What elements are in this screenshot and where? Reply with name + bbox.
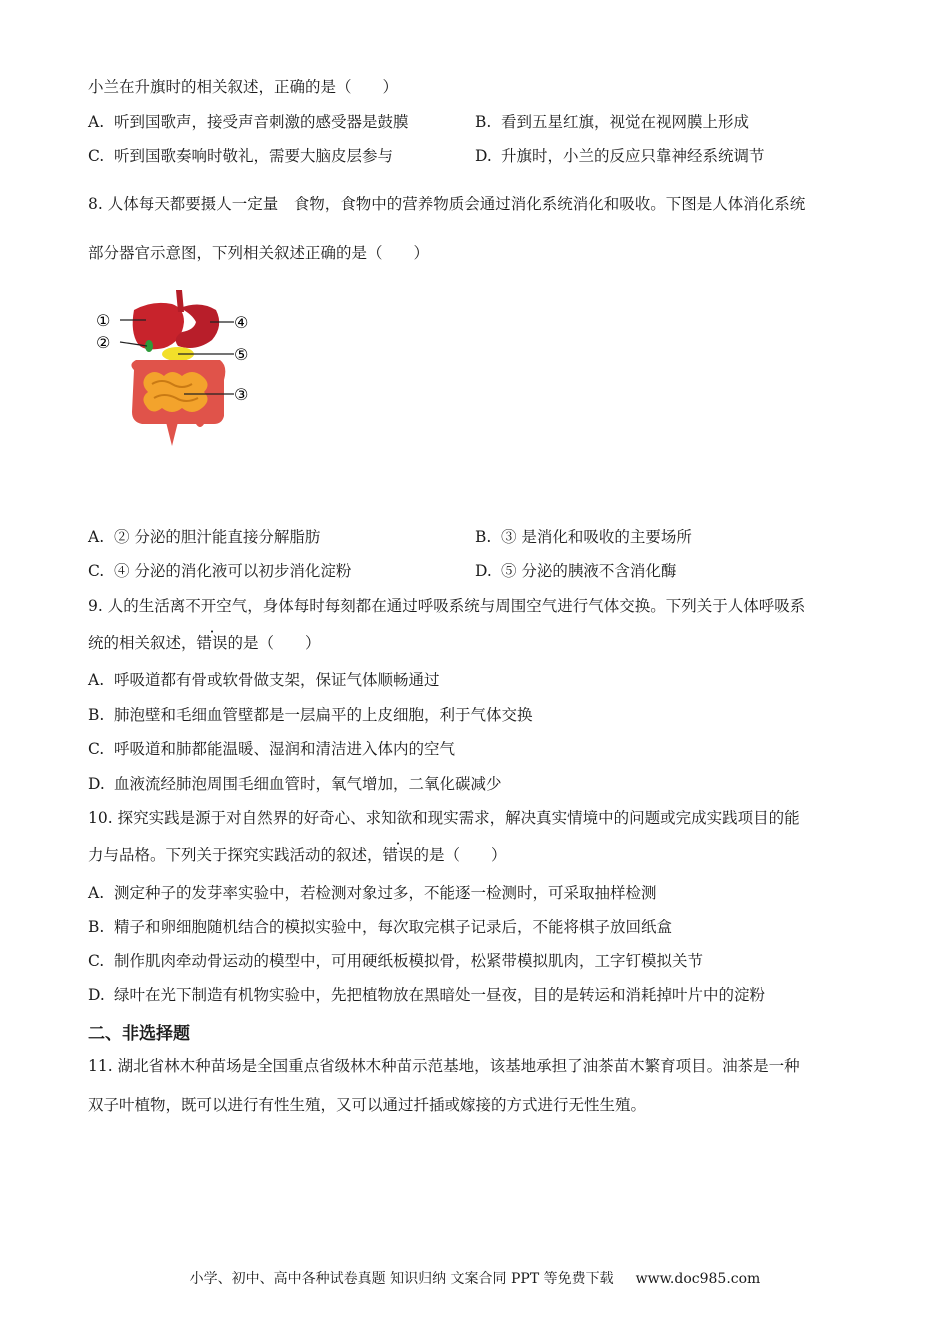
rectum-shape: [166, 422, 178, 446]
q8-option-c: C. ④ 分泌的消化液可以初步消化淀粉: [88, 562, 352, 580]
q10-option-d: D. 绿叶在光下制造有机物实验中，先把植物放在黑暗处一昼夜，目的是转运和消耗掉叶片中的淀粉: [88, 986, 766, 1004]
q10-emphasis-word: 错误: [382, 846, 414, 864]
q10-stem-line1: 10. 探究实践是源于对自然界的好奇心、求知欲和现实需求，解决真实情境中的问题或完成实践项目的能: [88, 809, 800, 827]
q9-stem-line2: 统的相关叙述，错误的是（ ）: [88, 634, 321, 652]
q10-option-b: B. 精子和卵细胞随机结合的模拟实验中，每次取完棋子记录后，不能将棋子放回纸盒: [88, 918, 673, 936]
q7-option-b: B. 看到五星红旗，视觉在视网膜上形成: [475, 113, 750, 131]
q9-option-a: A. 呼吸道都有骨或软骨做支架，保证气体顺畅通过: [88, 671, 440, 689]
figure-label-1: ①: [96, 311, 111, 330]
figure-label-5: ⑤: [234, 345, 249, 364]
q9-emphasis-word: 错误: [196, 634, 228, 652]
q11-line2: 双子叶植物，既可以进行有性生殖，又可以通过扦插或嫁接的方式进行无性生殖。: [88, 1096, 647, 1114]
figure-label-2: ②: [96, 333, 111, 352]
figure-label-4: ④: [234, 313, 249, 332]
q9-stem-line1: 9. 人的生活离不开空气，身体每时每刻都在通过呼吸系统与周围空气进行气体交换。下列关于人体呼吸系: [88, 597, 806, 615]
q9-option-c: C. 呼吸道和肺都能温暖、湿润和清洁进入体内的空气: [88, 740, 456, 758]
q8-stem-line1: 8. 人体每天都要摄人一定量 食物，食物中的营养物质会通过消化系统消化和吸收。下图是人体消化系统: [88, 195, 806, 213]
q8-option-b: B. ③ 是消化和吸收的主要场所: [475, 528, 692, 546]
q10-option-c: C. 制作肌肉牵动骨运动的模型中，可用硬纸板模拟骨，松紧带模拟肌肉，工字钉模拟关节: [88, 952, 704, 970]
q8-option-a: A. ② 分泌的胆汁能直接分解脂肪: [88, 528, 321, 546]
page-footer: [0, 1268, 950, 1288]
q7-option-a: A. 听到国歌声，接受声音刺激的感受器是鼓膜: [88, 113, 409, 131]
q8-option-d: D. ⑤ 分泌的胰液不含消化酶: [475, 562, 677, 580]
section-title: 二、非选择题: [88, 1024, 190, 1044]
q7-stem: 小兰在升旗时的相关叙述，正确的是（ ）: [88, 78, 399, 96]
q9-option-d: D. 血液流经肺泡周围毛细血管时，氧气增加，二氧化碳减少: [88, 775, 502, 793]
q9-option-b: B. 肺泡壁和毛细血管壁都是一层扁平的上皮细胞，利于气体交换: [88, 706, 533, 724]
q7-option-d: D. 升旗时，小兰的反应只靠神经系统调节: [475, 147, 765, 165]
figure-label-3: ③: [234, 385, 249, 404]
q8-stem-line2: 部分器官示意图，下列相关叙述正确的是（ ）: [88, 244, 430, 262]
footer-url[interactable]: www.doc985.com: [635, 1271, 761, 1287]
footer-text: 小学、初中、高中各种试卷真题 知识归纳 文案合同 PPT 等免费下载: [189, 1271, 614, 1287]
q10-stem-line2: 力与品格。下列关于探究实践活动的叙述，错误的是（ ）: [88, 846, 507, 864]
q7-option-c: C. 听到国歌奏响时敬礼，需要大脑皮层参与: [88, 147, 394, 165]
q10-option-a: A. 测定种子的发芽率实验中，若检测对象过多，不能逐一检测时，可采取抽样检测: [88, 884, 657, 902]
digestive-system-figure: [92, 286, 262, 451]
small-intestine-shape: [143, 372, 207, 412]
q11-line1: 11. 湖北省林木种苗场是全国重点省级林木种苗示范基地，该基地承担了油茶苗木繁育项目。油茶是一种: [88, 1057, 800, 1075]
